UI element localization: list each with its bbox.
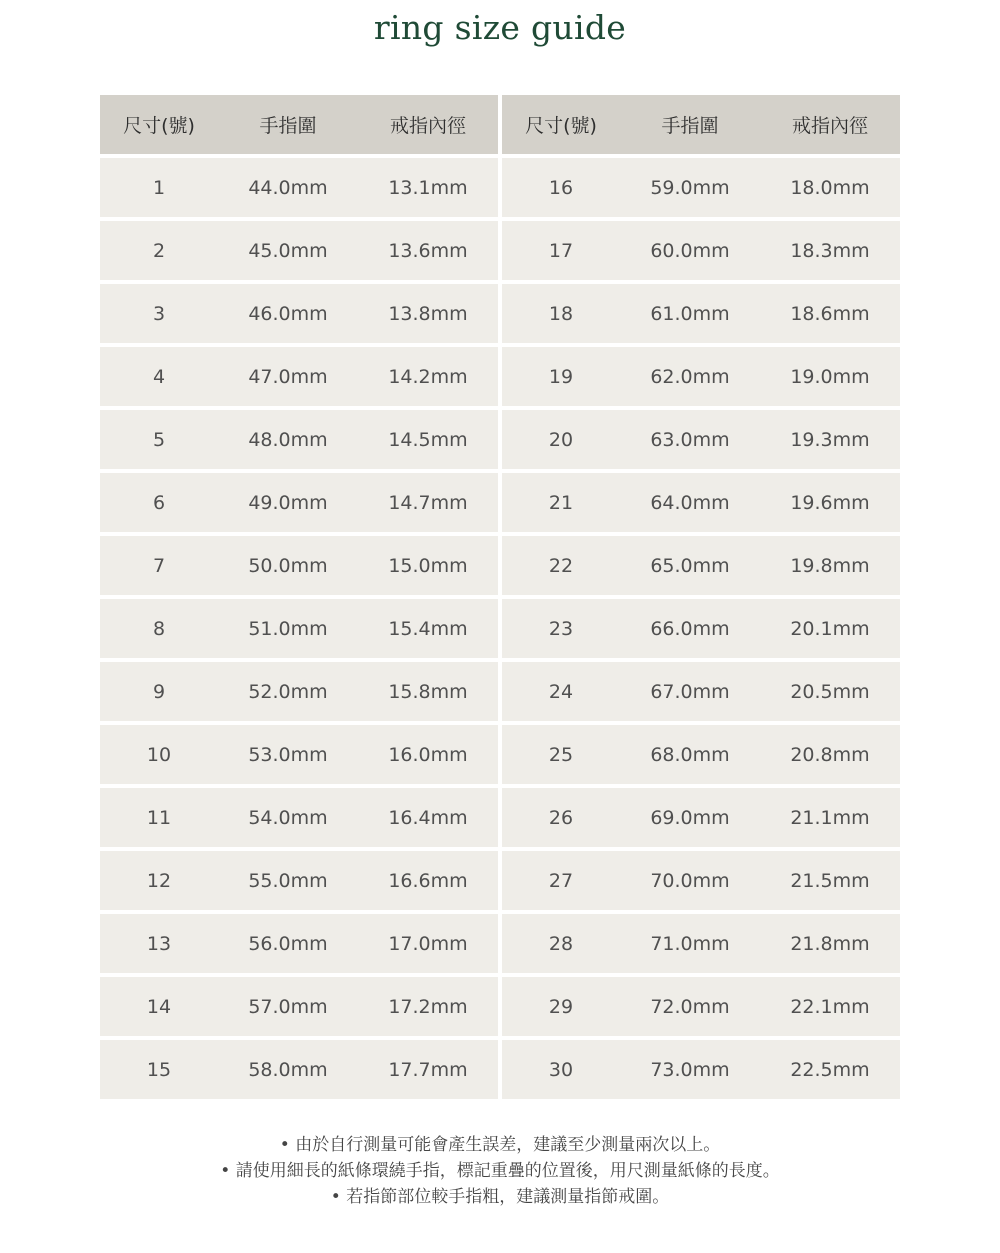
cell-finger-circumference: 56.0mm (248, 932, 328, 955)
cell-ring-inner-diameter: 13.6mm (388, 239, 468, 262)
ring-size-table (100, 95, 900, 1099)
table-row (502, 914, 900, 973)
cell-ring-inner-diameter: 16.0mm (388, 743, 468, 766)
cell-ring-inner-diameter: 14.2mm (388, 365, 468, 388)
cell-ring-inner-diameter: 22.1mm (790, 995, 870, 1018)
table-row (502, 536, 900, 595)
cell-ring-inner-diameter: 16.4mm (388, 806, 468, 829)
cell-size: 2 (152, 239, 166, 262)
table-row (502, 410, 900, 469)
cell-size: 17 (548, 239, 574, 262)
header-finger-circumference: 手指圍 (259, 115, 317, 137)
table-row (502, 347, 900, 406)
cell-ring-inner-diameter: 14.5mm (388, 428, 468, 451)
cell-size: 9 (152, 680, 166, 703)
cell-size: 7 (152, 554, 166, 577)
cell-size: 29 (548, 995, 574, 1018)
cell-size: 12 (146, 869, 172, 892)
cell-ring-inner-diameter: 21.5mm (790, 869, 870, 892)
table-row (502, 158, 900, 217)
cell-size: 6 (152, 491, 166, 514)
cell-size: 25 (548, 743, 574, 766)
cell-finger-circumference: 52.0mm (248, 680, 328, 703)
cell-size: 28 (548, 932, 574, 955)
cell-finger-circumference: 62.0mm (650, 365, 730, 388)
cell-finger-circumference: 67.0mm (650, 680, 730, 703)
cell-ring-inner-diameter: 18.0mm (790, 176, 870, 199)
table-row (100, 410, 498, 469)
cell-finger-circumference: 49.0mm (248, 491, 328, 514)
table-row (100, 851, 498, 910)
size-table-right (502, 95, 900, 1099)
cell-ring-inner-diameter: 19.6mm (790, 491, 870, 514)
cell-ring-inner-diameter: 18.3mm (790, 239, 870, 262)
table-row (502, 788, 900, 847)
cell-ring-inner-diameter: 22.5mm (790, 1058, 870, 1081)
cell-ring-inner-diameter: 19.0mm (790, 365, 870, 388)
cell-ring-inner-diameter: 20.5mm (790, 680, 870, 703)
cell-ring-inner-diameter: 16.6mm (388, 869, 468, 892)
cell-ring-inner-diameter: 13.8mm (388, 302, 468, 325)
cell-size: 19 (548, 365, 574, 388)
cell-ring-inner-diameter: 17.0mm (388, 932, 468, 955)
cell-ring-inner-diameter: 20.1mm (790, 617, 870, 640)
table-row (100, 158, 498, 217)
header-size: 尺寸(號) (123, 115, 195, 137)
table-row (100, 914, 498, 973)
cell-ring-inner-diameter: 18.6mm (790, 302, 870, 325)
table-row (100, 662, 498, 721)
table-row (502, 725, 900, 784)
table-row (100, 599, 498, 658)
table-row (100, 1040, 498, 1099)
cell-ring-inner-diameter: 19.8mm (790, 554, 870, 577)
cell-finger-circumference: 68.0mm (650, 743, 730, 766)
cell-finger-circumference: 59.0mm (650, 176, 730, 199)
cell-size: 30 (548, 1058, 574, 1081)
note-line: • 由於自行測量可能會產生誤差，建議至少測量兩次以上。 (279, 1135, 721, 1155)
header-ring-inner-diameter: 戒指內徑 (791, 115, 868, 137)
size-table-left (100, 95, 498, 1099)
table-row (100, 221, 498, 280)
table-row (502, 599, 900, 658)
cell-size: 5 (152, 428, 166, 451)
cell-ring-inner-diameter: 21.1mm (790, 806, 870, 829)
cell-finger-circumference: 72.0mm (650, 995, 730, 1018)
table-row (100, 347, 498, 406)
cell-size: 14 (146, 995, 172, 1018)
cell-finger-circumference: 64.0mm (650, 491, 730, 514)
cell-size: 20 (548, 428, 574, 451)
table-row (100, 284, 498, 343)
cell-finger-circumference: 57.0mm (248, 995, 328, 1018)
table-row (502, 284, 900, 343)
cell-finger-circumference: 47.0mm (248, 365, 328, 388)
measurement-notes (0, 1132, 1000, 1210)
table-row (100, 977, 498, 1036)
cell-finger-circumference: 71.0mm (650, 932, 730, 955)
cell-finger-circumference: 53.0mm (248, 743, 328, 766)
cell-size: 24 (548, 680, 574, 703)
table-row (502, 473, 900, 532)
cell-finger-circumference: 69.0mm (650, 806, 730, 829)
table-row (502, 221, 900, 280)
cell-ring-inner-diameter: 13.1mm (388, 176, 468, 199)
cell-finger-circumference: 50.0mm (248, 554, 328, 577)
table-row (502, 662, 900, 721)
note-line: • 請使用細長的紙條環繞手指，標記重疊的位置後，用尺測量紙條的長度。 (220, 1161, 780, 1181)
cell-ring-inner-diameter: 21.8mm (790, 932, 870, 955)
cell-size: 16 (548, 176, 574, 199)
cell-finger-circumference: 66.0mm (650, 617, 730, 640)
table-row (502, 851, 900, 910)
table-row (100, 536, 498, 595)
cell-finger-circumference: 60.0mm (650, 239, 730, 262)
cell-finger-circumference: 63.0mm (650, 428, 730, 451)
cell-ring-inner-diameter: 15.4mm (388, 617, 468, 640)
table-row (502, 977, 900, 1036)
cell-size: 8 (152, 617, 166, 640)
cell-finger-circumference: 55.0mm (248, 869, 328, 892)
note-line: • 若指節部位較手指粗，建議測量指節戒圍。 (330, 1187, 670, 1207)
cell-finger-circumference: 61.0mm (650, 302, 730, 325)
cell-size: 3 (152, 302, 166, 325)
cell-size: 15 (146, 1058, 172, 1081)
cell-ring-inner-diameter: 14.7mm (388, 491, 468, 514)
header-ring-inner-diameter: 戒指內徑 (389, 115, 466, 137)
cell-size: 11 (146, 806, 172, 829)
cell-finger-circumference: 45.0mm (248, 239, 328, 262)
cell-ring-inner-diameter: 17.2mm (388, 995, 468, 1018)
page-title: ring size guide (373, 8, 627, 47)
cell-size: 27 (548, 869, 574, 892)
cell-size: 22 (548, 554, 574, 577)
cell-finger-circumference: 70.0mm (650, 869, 730, 892)
cell-finger-circumference: 65.0mm (650, 554, 730, 577)
table-row (100, 788, 498, 847)
cell-size: 13 (146, 932, 172, 955)
cell-finger-circumference: 54.0mm (248, 806, 328, 829)
cell-size: 23 (548, 617, 574, 640)
table-row (100, 473, 498, 532)
table-row (100, 725, 498, 784)
cell-ring-inner-diameter: 15.8mm (388, 680, 468, 703)
table-row (502, 1040, 900, 1099)
cell-size: 10 (146, 743, 172, 766)
cell-size: 4 (152, 365, 166, 388)
cell-ring-inner-diameter: 19.3mm (790, 428, 870, 451)
cell-finger-circumference: 58.0mm (248, 1058, 328, 1081)
cell-finger-circumference: 48.0mm (248, 428, 328, 451)
cell-finger-circumference: 44.0mm (248, 176, 328, 199)
table-header-row (100, 95, 498, 154)
cell-finger-circumference: 46.0mm (248, 302, 328, 325)
cell-size: 26 (548, 806, 574, 829)
cell-ring-inner-diameter: 17.7mm (388, 1058, 468, 1081)
cell-ring-inner-diameter: 15.0mm (388, 554, 468, 577)
cell-size: 18 (548, 302, 574, 325)
cell-finger-circumference: 51.0mm (248, 617, 328, 640)
cell-size: 21 (548, 491, 574, 514)
table-header-row (502, 95, 900, 154)
cell-size: 1 (152, 176, 166, 199)
header-size: 尺寸(號) (525, 115, 597, 137)
cell-ring-inner-diameter: 20.8mm (790, 743, 870, 766)
header-finger-circumference: 手指圍 (661, 115, 719, 137)
cell-finger-circumference: 73.0mm (650, 1058, 730, 1081)
